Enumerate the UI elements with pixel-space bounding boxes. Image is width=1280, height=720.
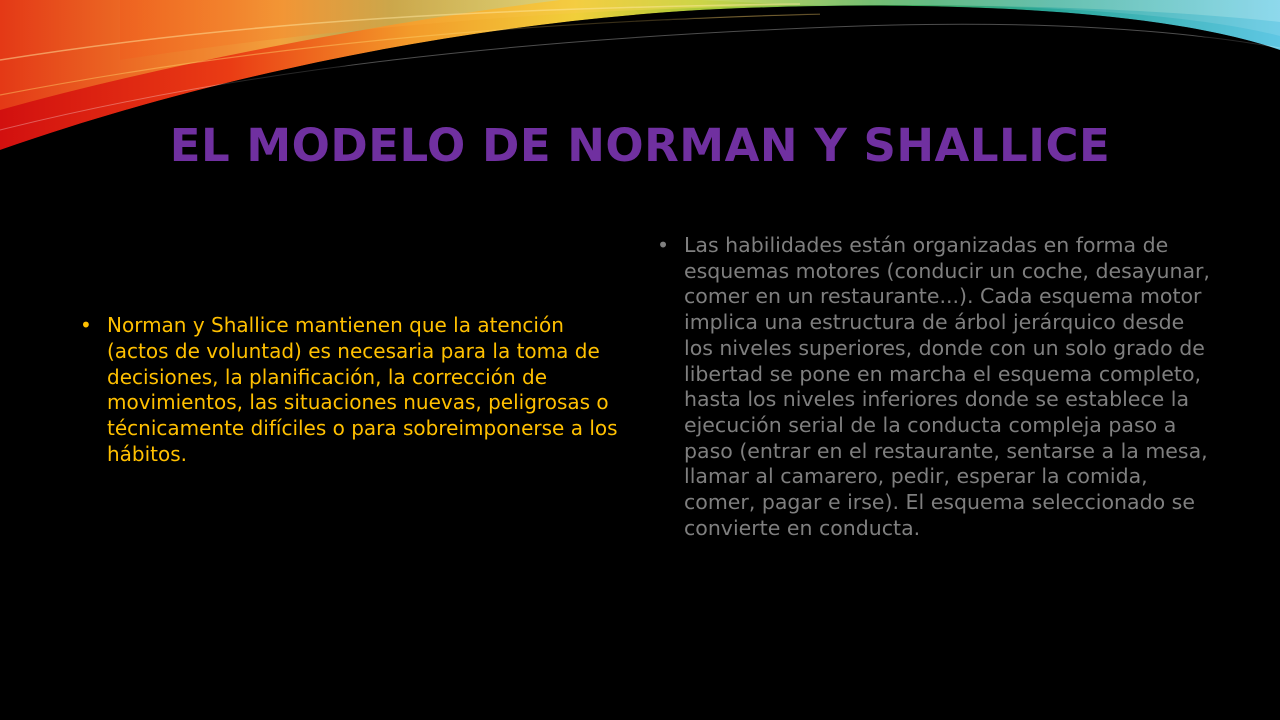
slide-title: EL MODELO DE NORMAN Y SHALLICE	[169, 119, 1111, 172]
left-bullet-list	[80, 313, 620, 468]
bullet-icon: •	[657, 233, 670, 257]
right-bullet-list	[657, 233, 1217, 541]
left-bullet-item	[80, 313, 620, 468]
right-bullet-item	[657, 233, 1217, 541]
left-bullet-text: Norman y Shallice mantienen que la atención (actos de voluntad) es necesaria para la toma de decisiones, la planificación, la corrección de movimientos, las situaciones nuevas, peligrosas o técnicamente difíciles o para sobreimponerse a los hábitos.	[107, 313, 618, 466]
right-bullet-text: Las habilidades están organizadas en forma de esquemas motores (conducir un coche, desayunar, comer en un restaurante...). Cada esquema motor implica una estructura de árbol jerárquico desde los niveles superiores, donde con un solo grado de libertad se pone en marcha el esquema completo, hasta los niveles inferiores donde se establece la ejecución serial de la conducta compleja paso a paso (entrar en el restaurante, sentarse a la mesa, llamar al camarero, pedir, esperar la comida, comer, pagar e irse). El esquema seleccionado se convierte en conducta.	[684, 233, 1210, 540]
bullet-icon: •	[80, 313, 92, 337]
